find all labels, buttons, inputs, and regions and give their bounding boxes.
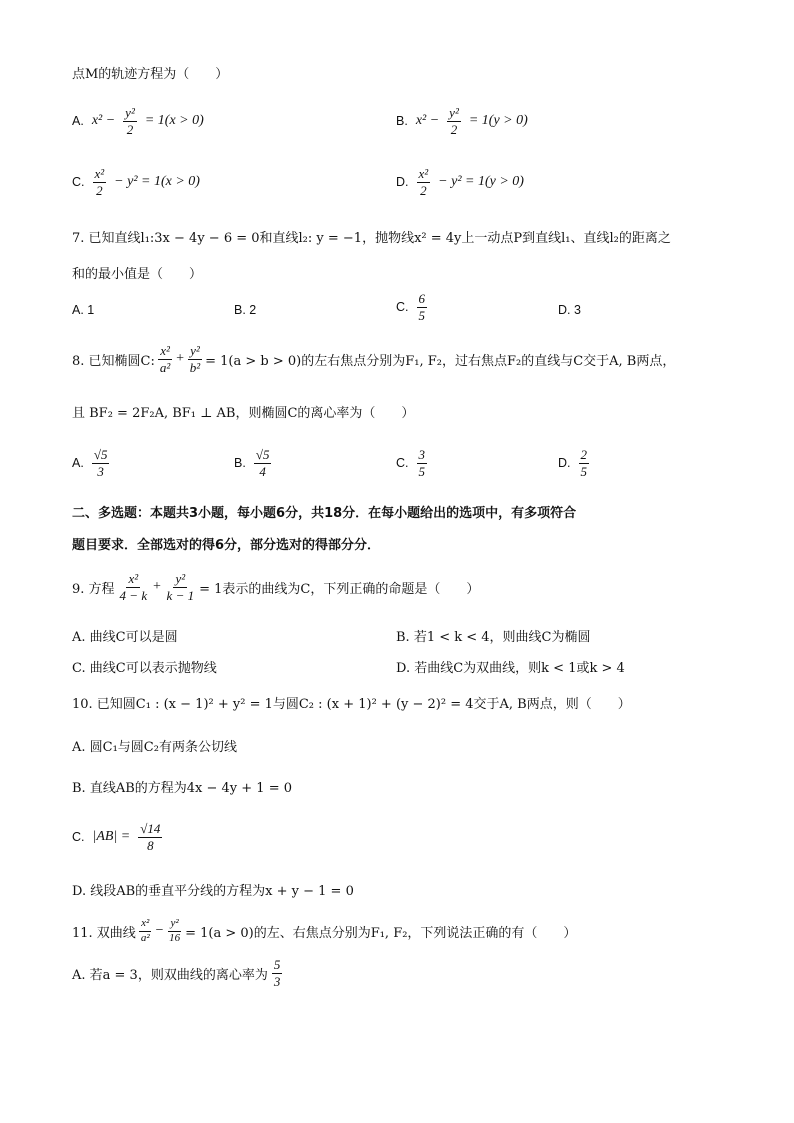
q9-option-c: C. 曲线C可以表示抛物线 bbox=[72, 661, 217, 676]
option-fraction: $\frac{3}{5}$ bbox=[418, 447, 425, 479]
option-fraction: $\frac{√5}{4}$ bbox=[255, 447, 270, 479]
q9-stem bbox=[72, 572, 479, 602]
option-expr: = 1(y > 0) bbox=[468, 113, 528, 129]
q11-stem bbox=[72, 918, 576, 944]
q9-fraction-x: $\frac{\text{x²}}{4 - k}$ bbox=[119, 571, 148, 603]
option-fraction: $\frac{\text{y²}}{2}$ bbox=[449, 105, 459, 137]
option-label: C. bbox=[72, 830, 85, 845]
q7-option-a bbox=[72, 303, 94, 317]
option-expr: − y² = 1(x > 0) bbox=[114, 174, 200, 190]
q9-stem-a: 9. 方程 bbox=[72, 581, 115, 597]
q8-option-b bbox=[234, 448, 271, 478]
q8-stem-a: 8. 已知椭圆C: bbox=[72, 353, 155, 369]
q9-option-d: D. 若曲线C为双曲线，则k < 1或k > 4 bbox=[396, 661, 625, 676]
option-text: A. 若a = 3，则双曲线的离心率为 bbox=[72, 967, 268, 983]
q8-fraction-y: $\frac{\text{y²}}{\text{b²}}$ bbox=[189, 343, 201, 375]
option-label: C. bbox=[396, 456, 409, 471]
option-fraction: $\frac{\text{x²}}{2}$ bbox=[418, 166, 429, 198]
q7-option-b bbox=[234, 303, 256, 317]
q6-option-b bbox=[396, 106, 528, 136]
option-label: B. bbox=[234, 456, 246, 471]
section-heading-line1: 二、多选题：本题共3小题，每小题6分，共18分．在每小题给出的选项中，有多项符合 bbox=[72, 506, 577, 521]
q9-fraction-y: $\frac{\text{y²}}{k - 1}$ bbox=[166, 571, 195, 603]
q10-option-b: B. 直线AB的方程为4x − 4y + 1 = 0 bbox=[72, 781, 292, 796]
q6-option-c bbox=[72, 167, 200, 197]
option-expr: x² − bbox=[91, 113, 116, 129]
q7-option-d bbox=[558, 303, 581, 317]
q8-stem-line2: 且 BF₂ = 2F₂A, BF₁ ⊥ AB，则椭圆C的离心率为（ ） bbox=[72, 406, 415, 421]
q7-stem-line2: 和的最小值是（ ） bbox=[72, 267, 203, 282]
q7-option-c bbox=[396, 292, 427, 322]
q8-option-a bbox=[72, 448, 109, 478]
option-label: A. bbox=[72, 456, 84, 471]
option-fraction: $\frac{\text{x²}}{2}$ bbox=[94, 166, 105, 198]
option-fraction: $\frac{5}{3}$ bbox=[273, 957, 281, 989]
q11-option-a bbox=[72, 958, 282, 988]
q10-option-a: A. 圆C₁与圆C₂有两条公切线 bbox=[72, 740, 237, 755]
q11-stem-b: = 1(a > 0)的左、右焦点分别为F₁, F₂，下列说法正确的有（ ） bbox=[185, 925, 577, 941]
option-expr: = 1(x > 0) bbox=[144, 113, 204, 129]
q9-option-b: B. 若1 < k < 4，则曲线C为椭圆 bbox=[396, 630, 591, 645]
option-label: B. 2 bbox=[234, 303, 257, 317]
q11-fraction-y: $\frac{\text{y²}}{16}$ bbox=[169, 917, 181, 944]
q8-stem-b: = 1(a > b > 0)的左右焦点分别为F₁, F₂，过右焦点F₂的直线与C交于A, B两点， bbox=[205, 353, 676, 369]
q6-option-a bbox=[72, 106, 204, 136]
q7-stem-line1: 7. 已知直线l₁:3x − 4y − 6 = 0和直线l₂: y = −1，抛物线x² = 4y上一动点P到直线l₁、直线l₂的距离之 bbox=[72, 231, 671, 246]
option-label: A. 1 bbox=[72, 303, 95, 317]
q11-stem-a: 11. 双曲线 bbox=[72, 925, 136, 941]
option-expr: x² − bbox=[415, 113, 440, 129]
option-fraction: $\frac{6}{5}$ bbox=[418, 291, 425, 323]
option-label: C. bbox=[396, 300, 409, 315]
option-label: D. bbox=[558, 456, 571, 471]
option-label: B. bbox=[396, 114, 408, 129]
q6-stem: 点M的轨迹方程为（ ） bbox=[72, 67, 229, 82]
option-label: D. 3 bbox=[558, 303, 581, 317]
option-fraction: $\frac{√5}{3}$ bbox=[93, 447, 108, 479]
q8-option-c bbox=[396, 448, 427, 478]
q10-stem: 10. 已知圆C₁ : (x − 1)² + y² = 1与圆C₂ : (x + 1)² + (y − 2)² = 4交于A, B两点，则（ ） bbox=[72, 697, 631, 712]
section-heading-line2: 题目要求．全部选对的得6分，部分选对的得部分分． bbox=[72, 538, 381, 553]
option-fraction: $\frac{2}{5}$ bbox=[580, 447, 587, 479]
option-fraction: $\frac{\text{y²}}{2}$ bbox=[125, 105, 135, 137]
option-fraction: $\frac{√14}{8}$ bbox=[140, 821, 161, 853]
option-expr: |AB| = bbox=[92, 829, 131, 845]
option-label: D. bbox=[396, 175, 409, 190]
q8-stem-line1 bbox=[72, 344, 675, 374]
q11-fraction-x: $\frac{\text{x²}}{\text{a²}}$ bbox=[140, 917, 150, 944]
q8-option-d bbox=[558, 448, 589, 478]
option-expr: − y² = 1(y > 0) bbox=[438, 174, 524, 190]
q8-fraction-x: $\frac{\text{x²}}{\text{a²}}$ bbox=[159, 343, 171, 375]
option-label: A. bbox=[72, 114, 84, 129]
q9-plus: + bbox=[152, 579, 162, 595]
option-label: C. bbox=[72, 175, 85, 190]
q8-plus: + bbox=[175, 351, 185, 367]
q9-option-a: A. 曲线C可以是圆 bbox=[72, 630, 178, 645]
q9-stem-b: = 1表示的曲线为C，下列正确的命题是（ ） bbox=[199, 581, 480, 597]
q6-option-d bbox=[396, 167, 524, 197]
q11-minus: − bbox=[154, 923, 165, 939]
q10-option-c bbox=[72, 822, 162, 852]
q10-option-d: D. 线段AB的垂直平分线的方程为x + y − 1 = 0 bbox=[72, 884, 354, 899]
